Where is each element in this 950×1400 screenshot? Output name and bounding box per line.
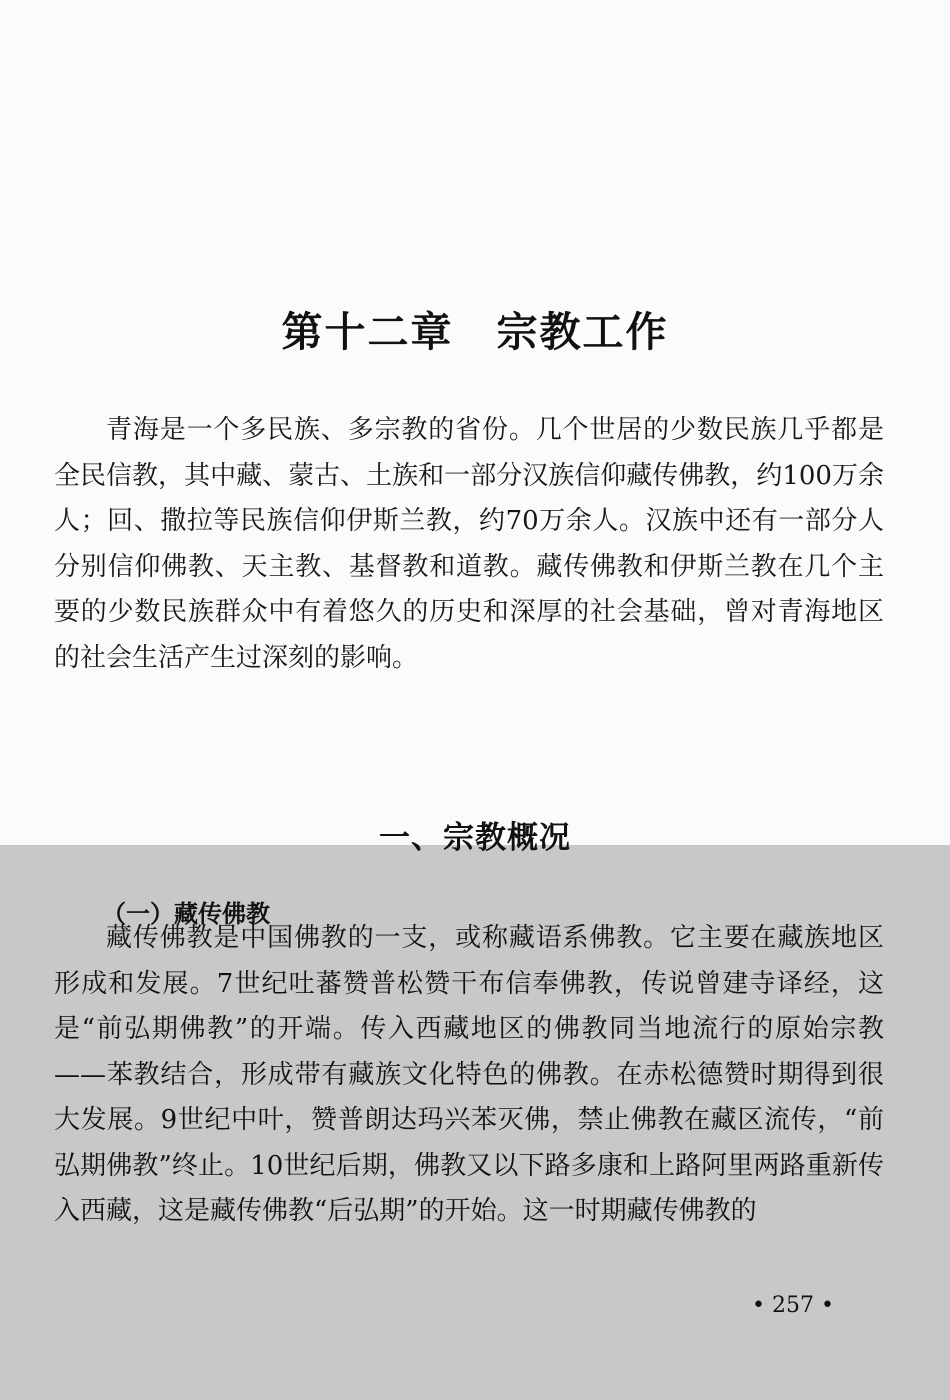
page-number: • 257 • [752,1293,834,1318]
intro-paragraph: 青海是一个多民族、多宗教的省份。几个世居的少数民族几乎都是全民信教，其中藏、蒙古、土族和一部分汉族信仰藏传佛教，约100万余人；回、撒拉等民族信仰伊斯兰教，约70万余人。汉族中还有一部分人分别信仰佛教、天主教、基督教和道教。藏传佛教和伊斯兰教在几个主要的少数民族群众中有着悠久的历史和深厚的社会基础，曾对青海地区的社会生活产生过深刻的影响。 [54,415,884,673]
chapter-title: 第十二章 宗教工作 [281,308,669,357]
section-title: 一、宗教概况 [379,819,571,856]
subsection-paragraph: 藏传佛教是中国佛教的一支，或称藏语系佛教。它主要在藏族地区形成和发展。7世纪吐蕃赞普松赞干布信奉佛教，传说曾建寺译经，这是“前弘期佛教”的开端。传入西藏地区的佛教同当地流行的原始宗教——苯教结合，形成带有藏族文化特色的佛教。在赤松德赞时期得到很大发展。9世纪中叶，赞普朗达玛兴苯灭佛，禁止佛教在藏区流传，“前弘期佛教”终止。10世纪后期，佛教又以下路多康和上路阿里两路重新传入西藏，这是藏传佛教“后弘期”的开始。这一时期藏传佛教的 [54,923,884,1226]
subsection-title: （一）藏传佛教 [102,899,270,928]
